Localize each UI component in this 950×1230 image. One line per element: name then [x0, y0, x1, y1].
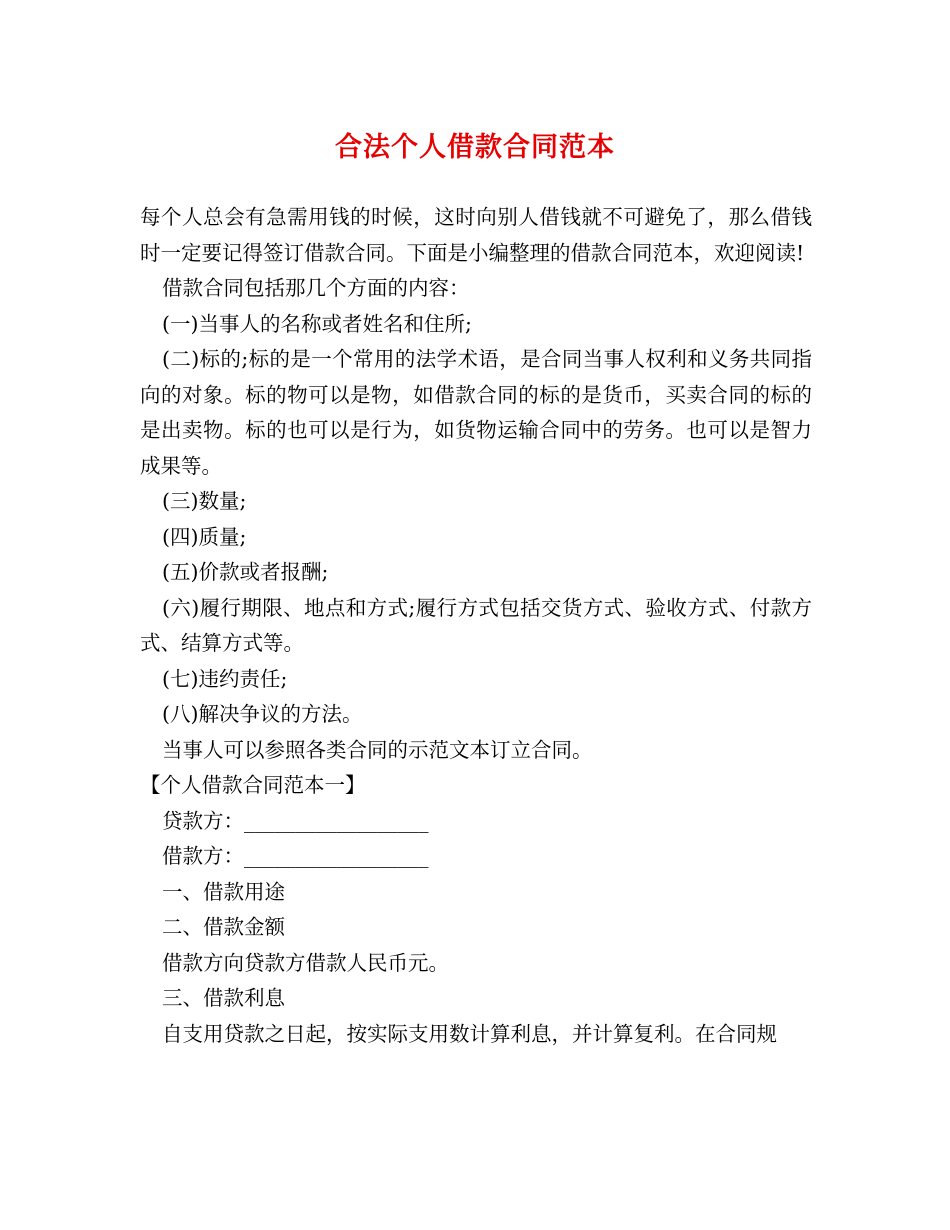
template-one-heading: 【个人借款合同范本一】 [140, 773, 366, 797]
item-3-quantity: (三)数量; [162, 489, 247, 513]
section-3-interest: 三、借款利息 [162, 986, 285, 1010]
lender-line: 贷款方：__________________ [162, 808, 429, 833]
item-8-dispute: (八)解决争议的方法。 [162, 702, 363, 726]
interest-text: 自支用贷款之日起，按实际支用数计算利息，并计算复利。在合同规 [162, 1021, 777, 1046]
item-4-quality: (四)质量; [162, 524, 247, 549]
intro-paragraph: 每个人总会有急需用钱的时候，这时向别人借钱就不可避免了，那么借钱时一定要记得签订借款合同。下面是小编整理的借款合同范本，欢迎阅读! [140, 205, 812, 265]
section-2-amount: 二、借款金额 [162, 915, 285, 939]
item-6-performance: (六)履行期限、地点和方式;履行方式包括交货方式、验收方式、付款方式、结算方式等。 [140, 595, 812, 655]
document-title: 合法个人借款合同范本 [335, 132, 615, 163]
amount-text: 借款方向贷款方借款人民币元。 [162, 950, 449, 975]
section-1-purpose: 一、借款用途 [162, 879, 285, 904]
template-note: 当事人可以参照各类合同的示范文本订立合同。 [162, 737, 593, 762]
item-2-subject: (二)标的;标的是一个常用的法学术语，是合同当事人权利和义务共同指向的对象。标的物可以是物，如借款合同的标的是货币，买卖合同的标的是出卖物。标的也可以是行为，如货物运输合同中的劳务。也可以是智力成果等。 [140, 347, 812, 478]
item-7-liability: (七)违约责任; [162, 666, 288, 691]
borrower-line: 借款方：__________________ [162, 844, 429, 868]
item-5-price: (五)价款或者报酬; [162, 560, 329, 584]
document-body [140, 200, 812, 1052]
item-1-parties: (一)当事人的名称或者姓名和住所; [162, 311, 472, 336]
contract-contents-heading: 借款合同包括那几个方面的内容： [162, 276, 470, 300]
